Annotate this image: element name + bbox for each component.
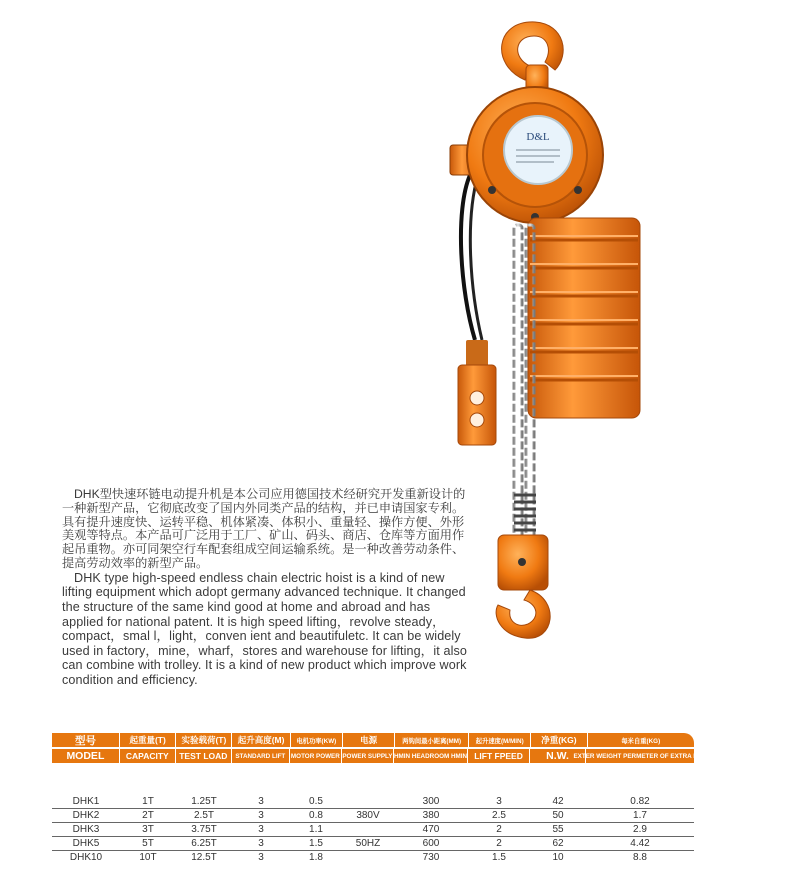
cell-motor-power: 1.5	[309, 838, 323, 849]
header-weight-zh: 净重(KG)	[531, 733, 587, 747]
cell-net-weight: 62	[552, 838, 564, 849]
table-row	[52, 809, 694, 823]
cell-motor-power: 0.5	[309, 796, 323, 807]
cell-headroom: 600	[422, 838, 440, 849]
spec-table	[52, 733, 707, 864]
cell-capacity: 2T	[142, 810, 154, 821]
cell-lift-speed: 1.5	[492, 852, 506, 863]
cell-lift-speed: 2.5	[492, 810, 506, 821]
cell-power-supply: 380V	[356, 810, 380, 821]
cell-lift-speed: 3	[496, 796, 502, 807]
cell-net-weight: 42	[552, 796, 564, 807]
cell-model: DHK3	[72, 824, 100, 835]
cell-test-load: 2.5T	[193, 810, 214, 821]
cell-motor-power: 1.8	[309, 852, 323, 863]
cell-extra-weight: 0.82	[630, 796, 650, 807]
cell-net-weight: 50	[552, 810, 564, 821]
cell-model: DHK1	[72, 796, 100, 807]
cell-power-supply	[342, 795, 394, 808]
cell-test-load: 6.25T	[191, 838, 217, 849]
cell-standard-lift: 3	[258, 796, 264, 807]
cell-power-supply	[342, 851, 394, 864]
cell-standard-lift: 3	[258, 838, 264, 849]
cell-power-supply: 50HZ	[355, 838, 381, 849]
cell-standard-lift: 3	[258, 824, 264, 835]
header-row-english	[52, 749, 707, 763]
cell-capacity: 10T	[139, 852, 157, 863]
header-model-en: MODEL	[52, 749, 120, 763]
cell-extra-weight: 4.42	[630, 838, 650, 849]
header-headroom-zh: 两钩间最小距离(MM)	[395, 733, 469, 747]
cell-model: DHK5	[72, 838, 100, 849]
header-lift-zh: 起升高度(M)	[232, 733, 290, 747]
header-capacity-zh: 起重量(T)	[120, 733, 176, 747]
header-power-en: POWER SUPPLY	[342, 749, 394, 763]
cell-power-supply	[342, 823, 394, 836]
cell-model: DHK2	[72, 810, 100, 821]
cell-headroom: 730	[422, 852, 440, 863]
header-headroom-en: HMIN HEADROOM HMIN	[394, 749, 468, 763]
header-motor-zh: 电机功率(KW)	[291, 733, 343, 747]
table-row	[52, 837, 694, 851]
header-testload-zh: 实验载荷(T)	[176, 733, 232, 747]
header-capacity-en: CAPACITY	[120, 749, 176, 763]
cell-test-load: 12.5T	[191, 852, 217, 863]
cell-extra-weight: 8.8	[633, 852, 647, 863]
description-chinese: DHK型快速环链电动提升机是本公司应用德国技术经研究开发重新设计的一种新型产品，它彻底改变了国内外同类产品的结构，并已申请国家专利。具有提升速度快、运转平稳、机体紧凑、体积小、重量轻、操作方便、外形美观等特点。本产品可广泛用于工厂、矿山、码头、商店、仓库等方面用作起吊重物。亦可同架空行车配套组成空间运输系统。是一种改善劳动条件、提高劳动效率的新型产品。	[62, 487, 466, 570]
cell-extra-weight: 2.9	[633, 824, 647, 835]
product-description	[62, 488, 474, 688]
cell-headroom: 300	[422, 796, 440, 807]
header-motor-en: MOTOR POWER	[290, 749, 342, 763]
header-speed-en: LIFT FPEED	[468, 749, 530, 763]
header-lift-en: STANDARD LIFT	[232, 749, 290, 763]
cell-headroom: 470	[422, 824, 440, 835]
nameplate-logo: D&L	[526, 131, 550, 143]
cell-net-weight: 55	[552, 824, 564, 835]
cell-motor-power: 1.1	[309, 824, 323, 835]
cell-headroom: 380	[422, 810, 440, 821]
cell-motor-power: 0.8	[309, 810, 323, 821]
header-weight-en: N.W.	[530, 749, 586, 763]
header-power-zh: 电源	[343, 733, 395, 747]
cell-standard-lift: 3	[258, 810, 264, 821]
table-body	[52, 795, 694, 864]
cell-capacity: 1T	[142, 796, 154, 807]
cell-standard-lift: 3	[258, 852, 264, 863]
cell-capacity: 5T	[142, 838, 154, 849]
cell-net-weight: 10	[552, 852, 564, 863]
cell-lift-speed: 2	[496, 824, 502, 835]
cell-test-load: 3.75T	[191, 824, 217, 835]
header-extra-weight-en: EXTER WEIGHT PERMETER OF EXTRA LIFT	[573, 752, 707, 760]
header-speed-zh: 起升速度(M/MIN)	[469, 733, 531, 747]
cell-model: DHK10	[69, 852, 103, 863]
description-english: DHK type high-speed endless chain electric hoist is a kind of new lifting equipment which adopt germany advanced technique. It changed the structure of the same kind good at home and abroad and has applied for national patent. It is high speed lifting，revolve steady，compact，smal l，light，conven ient and beautifuletc. It can be widely used in factory，mine，wharf，stores and warehouse for lifting，it also can combine with trolley. It is a kind of new product which improve work condition and efficiency.	[62, 570, 467, 687]
cell-capacity: 3T	[142, 824, 154, 835]
header-testload-en: TEST LOAD	[176, 749, 232, 763]
header-row-chinese	[52, 733, 694, 747]
cell-lift-speed: 2	[496, 838, 502, 849]
cell-extra-weight: 1.7	[633, 810, 647, 821]
header-extra-weight-zh: 每米自重(KG)	[621, 737, 661, 745]
header-model-zh: 型号	[52, 733, 120, 747]
cell-test-load: 1.25T	[191, 796, 217, 807]
table-row	[52, 795, 694, 809]
table-row	[52, 823, 694, 837]
table-row	[52, 851, 694, 864]
